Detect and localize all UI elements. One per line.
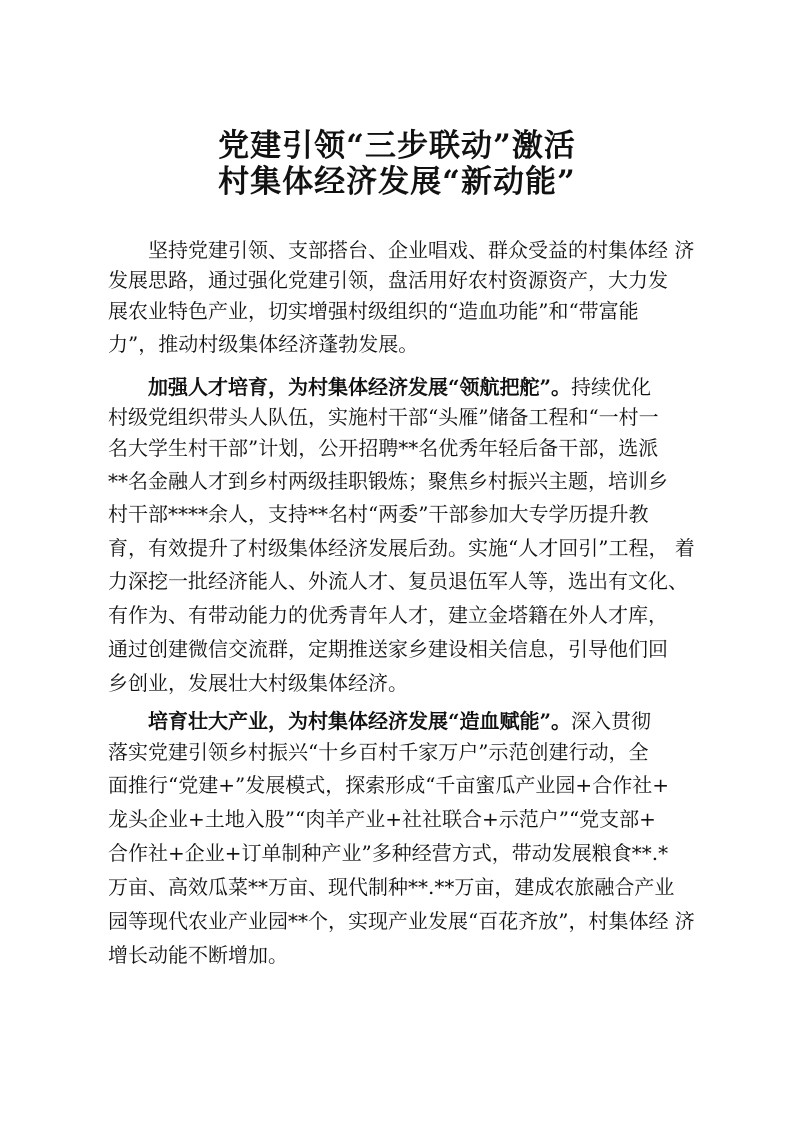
paragraph-line: 落实党建引领乡村振兴“十乡百村千家万户”示范创建行动，全 — [108, 740, 649, 764]
paragraph-line: 村级党组织带头人队伍，实施村干部“头雁”储备工程和“一村一 — [108, 405, 659, 429]
document-title-line-2: 村集体经济发展“新动能” — [218, 164, 576, 200]
paragraph-line: 力”，推动村级集体经济蓬勃发展。 — [108, 332, 419, 356]
paragraph-line: 坚持党建引领、支部搭台、企业唱戏、群众受益的村集体经 济 — [148, 238, 695, 262]
paragraph-line: 通过创建微信交流群，定期推送家乡建设相关信息，引导他们回 — [108, 637, 668, 661]
paragraph-line: 龙头企业+土地入股”“肉羊产业+社社联合+示范户”“党支部+ — [108, 807, 656, 831]
paragraph-line: 发展思路，通过强化党建引领，盘活用好农村资源资产，大力发 — [108, 268, 668, 292]
section-1-lead-tail: 持续优化 — [571, 375, 652, 399]
paragraph-line: 增长动能不断增加。 — [108, 943, 288, 967]
paragraph-line: 名大学生村干部”计划，公开招聘**名优秀年轻后备干部，选派 — [108, 436, 659, 460]
paragraph-line: 展农业特色产业，切实增强村级组织的“造血功能”和“带富能 — [108, 299, 639, 323]
section-2-lead-tail: 深入贯彻 — [571, 709, 652, 733]
paragraph-line: 面推行“党建+”发展模式，探索形成“千亩蜜瓜产业园+合作社+ — [108, 773, 669, 797]
paragraph-line: 育，有效提升了村级集体经济发展后劲。实施“人才回引”工程， 着 — [108, 536, 695, 560]
section-2-heading: 培育壮大产业，为村集体经济发展“造血赋能”。 — [148, 709, 572, 733]
paragraph-line: 有作为、有带动能力的优秀青年人才，建立金塔籍在外人才库， — [108, 603, 668, 627]
section-2-first-line — [148, 707, 708, 735]
paragraph-line: 园等现代农业产业园**个，实现产业发展“百花齐放”，村集体经 济 — [108, 909, 695, 933]
paragraph-line: 合作社+企业+订单制种产业”多种经营方式，带动发展粮食**.* — [108, 841, 669, 865]
paragraph-line: 乡创业，发展壮大村级集体经济。 — [108, 671, 408, 695]
paragraph-line: 力深挖一批经济能人、外流人才、复员退伍军人等，选出有文化、 — [108, 569, 688, 593]
paragraph-line: 万亩、高效瓜菜**万亩、现代制种**.**万亩，建成农旅融合产业 — [108, 875, 675, 899]
paragraph-line: 村干部****余人，支持**名村“两委”干部参加大专学历提升教 — [108, 502, 649, 526]
document-title-line-1: 党建引领“三步联动”激活 — [218, 128, 576, 164]
section-1-heading: 加强人才培育，为村集体经济发展“领航把舵”。 — [148, 375, 572, 399]
paragraph-line: **名金融人才到乡村两级挂职锻炼；聚焦乡村振兴主题，培训乡 — [108, 469, 668, 493]
section-1-first-line — [148, 373, 708, 401]
